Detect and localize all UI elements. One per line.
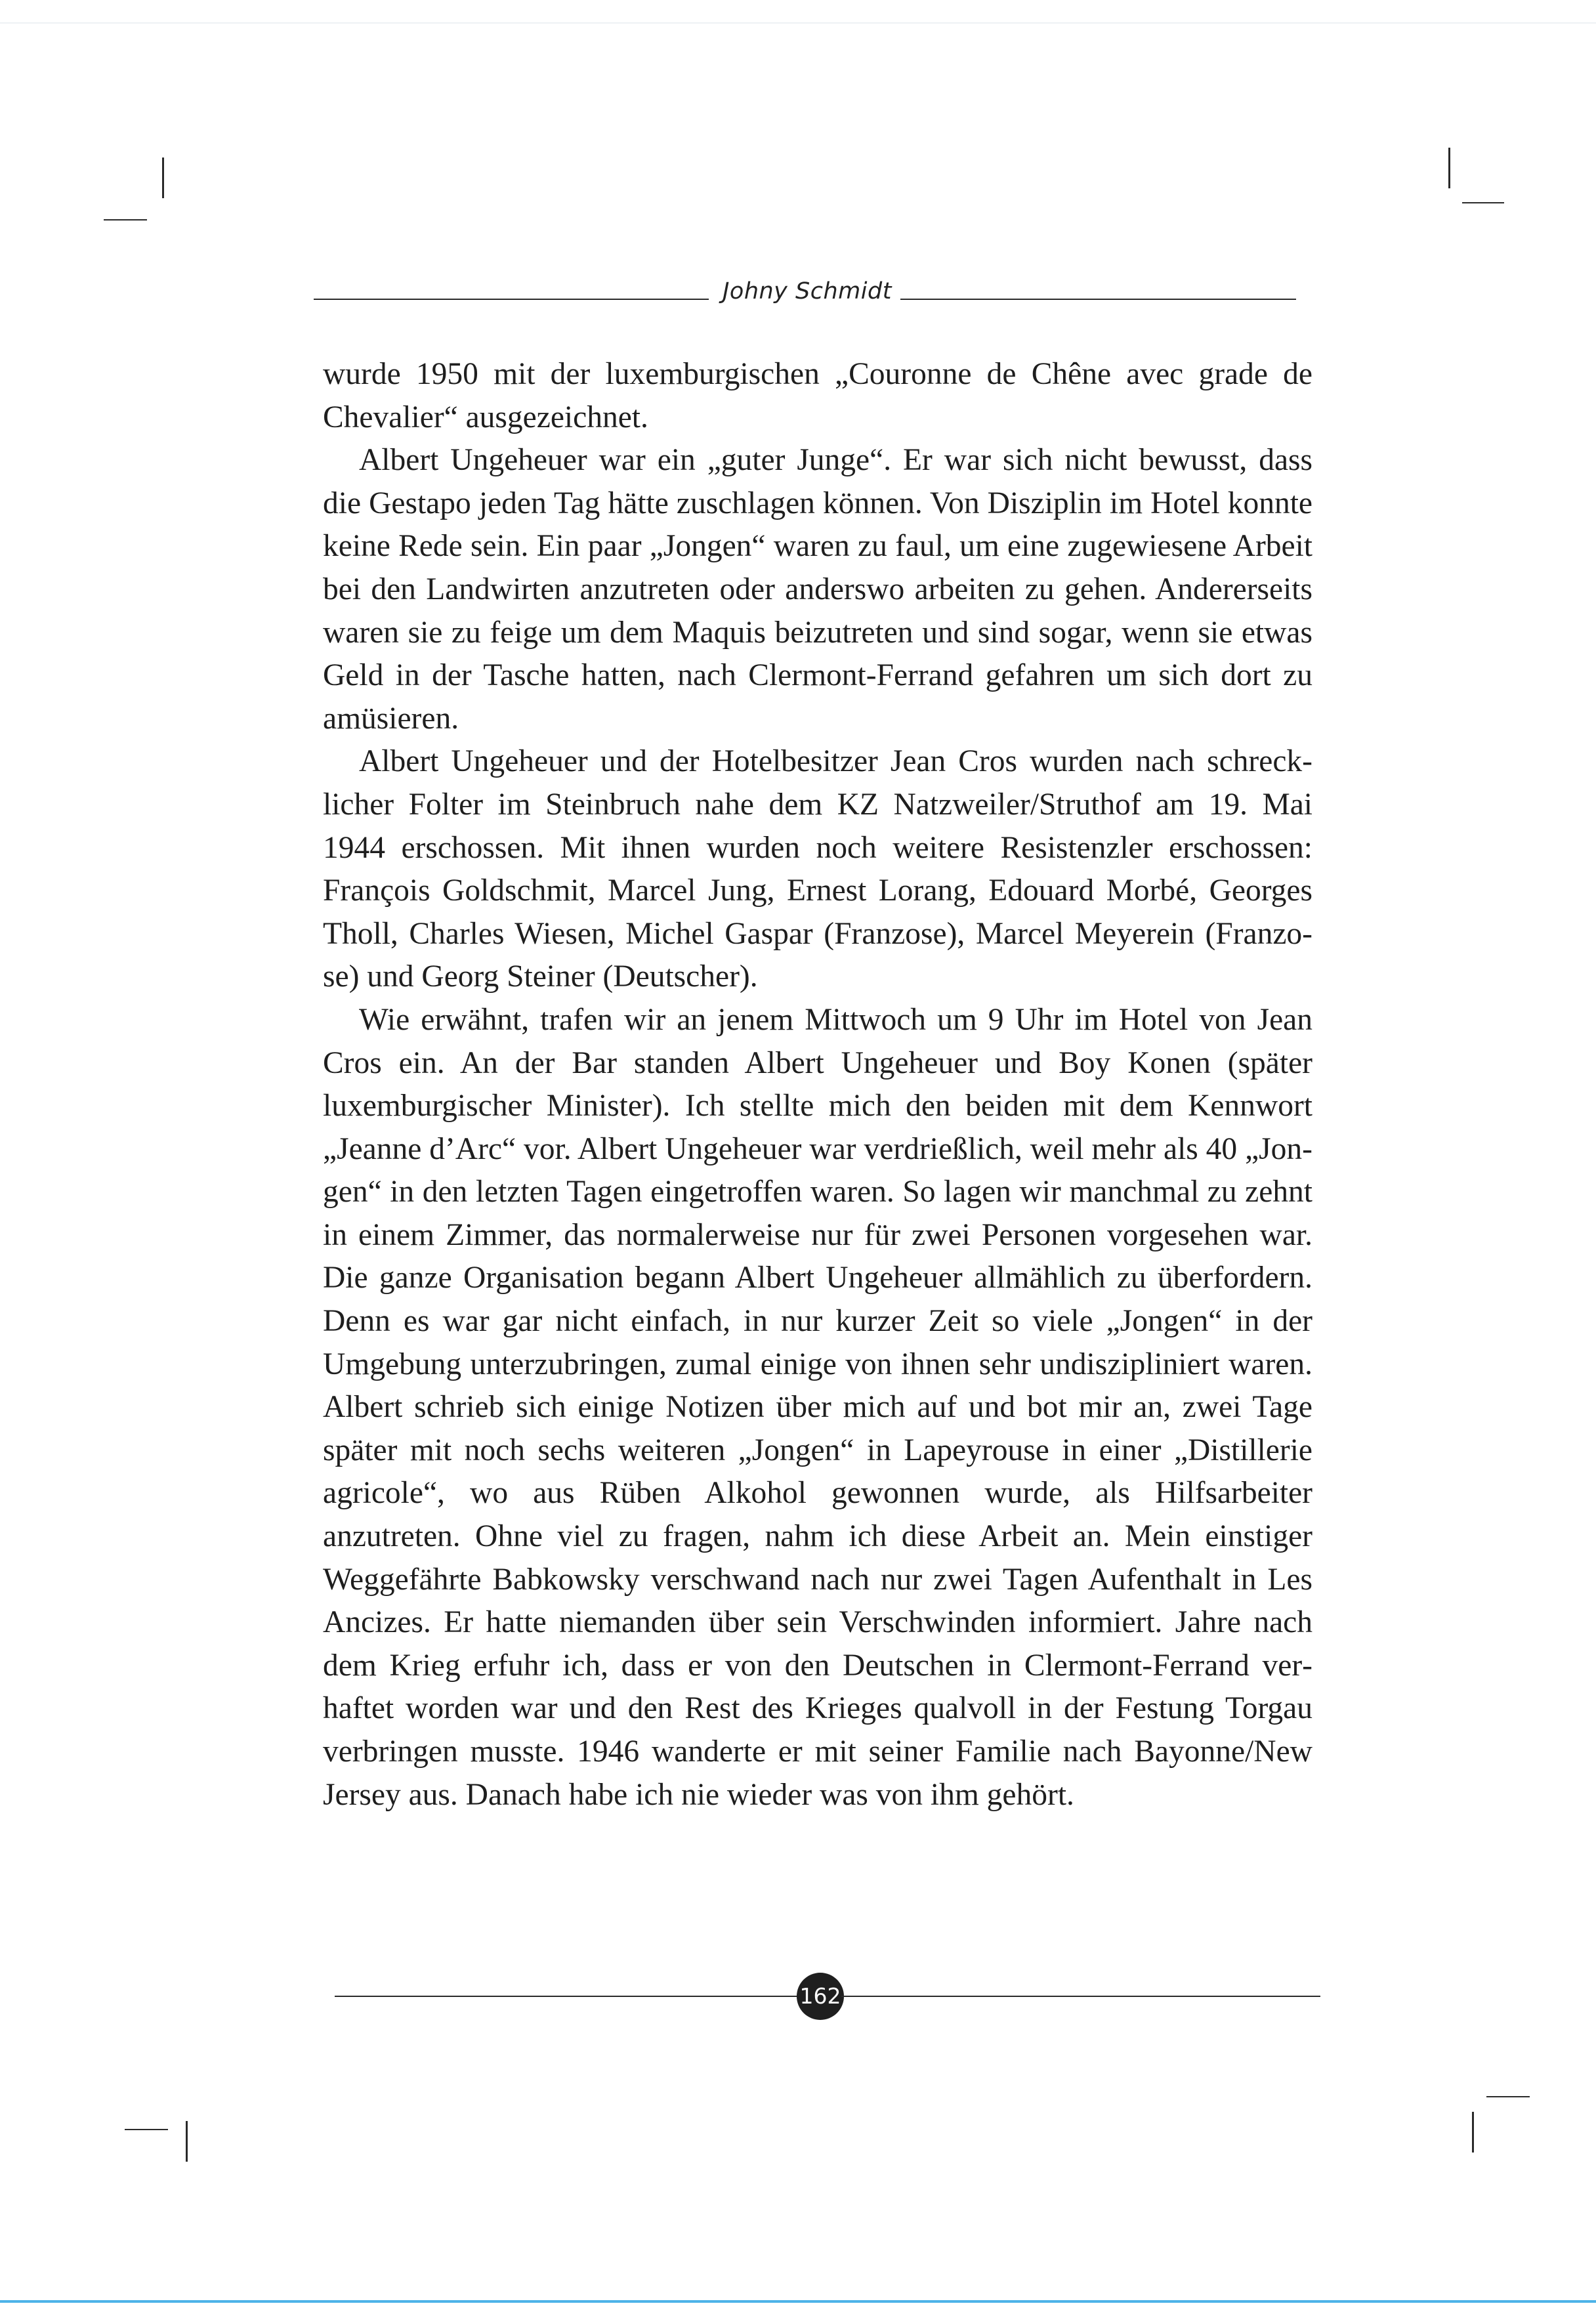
- running-head-author: Johny Schmidt: [723, 278, 892, 304]
- scan-bottom-edge: [0, 2300, 1596, 2303]
- page-number: 162: [797, 1973, 844, 2020]
- footer-rule-right: [841, 1996, 1320, 1997]
- paragraph-3: Albert Ungeheuer und der Hotelbesitzer Jean Cros wurden nach schrecklicher Folter im Steinbruch nahe dem KZ Natzweiler/Struthof am 19. Mai 1944 erschossen. Mit ihnen wurden noch weitere Resistenzler erschossen: François Goldschmit, Marcel Jung, Ernest Lorang, Edouard Morbé, Georges Tholl, Charles Wiesen, Michel Gaspar (Franzose), Marcel Meyerein (Franzose) und Georg Steiner (Deutscher).: [323, 744, 1312, 994]
- crop-mark-top-left-horizontal: [104, 219, 147, 220]
- paragraph-4: Wie erwähnt, trafen wir an jenem Mittwoch um 9 Uhr im Hotel von Jean Cros ein. An der Bar standen Albert Ungeheuer und Boy Konen (später luxemburgischer Minister). Ich stellte mich den beiden mit dem Kennwort „Jeanne d’Arc“ vor. Albert Ungeheuer war verdrießlich, weil mehr als 40 „Jongen“ in den letzten Tagen eingetroffen waren. So lagen wir manchmal zu zehnt in einem Zimmer, das normalerweise nur für zwei Personen vorgesehen war. Die ganze Organisation begann Albert Ungeheuer allmählich zu überfordern. Denn es war gar nicht einfach, in nur kurzer Zeit so viele „Jongen“ in der Umgebung unterzubringen, zumal einige von ihnen sehr undiszipliniert waren. Albert schrieb sich einige Notizen über mich auf und bot mir an, zwei Tage später mit noch sechs weiteren „Jongen“ in Lapeyrouse in einer „Distillerie agricole“, wo aus Rüben Alkohol gewonnen wurde, als Hilfsarbeiter anzutreten. Ohne viel zu fragen, nahm ich diese Arbeit an. Mein einstiger Weggefährte Babkowsky verschwand nach nur zwei Tagen Aufenthalt in Les Ancizes. Er hatte niemanden über sein Verschwinden informiert. Jahre nach dem Krieg erfuhr ich, dass er von den Deutschen in Clermont-Ferrand verhaftet worden war und den Rest des Krieges qualvoll in der Festung Torgau verbringen musste. 1946 wanderte er mit seiner Familie nach Bayonne/New Jersey aus. Danach habe ich nie wieder was von ihm gehört.: [323, 1002, 1312, 1812]
- paragraph-2: Albert Ungeheuer war ein „guter Junge“. Er war sich nicht bewusst, dass die Gestapo jeden Tag hätte zuschlagen können. Von Disziplin im Hotel konnte keine Rede sein. Ein paar „Jongen“ waren zu faul, um eine zugewiesene Arbeit bei den Landwirten anzutreten oder anderswo arbeiten zu gehen. Andererseits waren sie zu feige um dem Maquis beizutreten und sind sogar, wenn sie etwas Geld in der Tasche hatten, nach Clermont-Ferrand gefahren um sich dort zu amüsieren.: [323, 443, 1312, 736]
- footer-rule-left: [335, 1996, 799, 1997]
- crop-mark-bottom-left-horizontal: [125, 2129, 168, 2130]
- crop-mark-bottom-right-horizontal: [1486, 2096, 1530, 2097]
- crop-mark-top-right-horizontal: [1462, 202, 1504, 203]
- body-text: [323, 353, 1312, 1816]
- scan-top-edge: [0, 22, 1596, 24]
- crop-mark-top-right-vertical: [1448, 148, 1450, 188]
- paragraph-1: wurde 1950 mit der luxemburgischen „Couronne de Chêne avec grade de Chevalier“ ausgezeichnet.: [323, 357, 1312, 434]
- header-rule-right: [900, 299, 1296, 300]
- header-rule-left: [314, 299, 709, 300]
- crop-mark-bottom-left-vertical: [186, 2121, 188, 2162]
- crop-mark-top-left-vertical: [162, 158, 164, 198]
- crop-mark-bottom-right-vertical: [1472, 2112, 1474, 2152]
